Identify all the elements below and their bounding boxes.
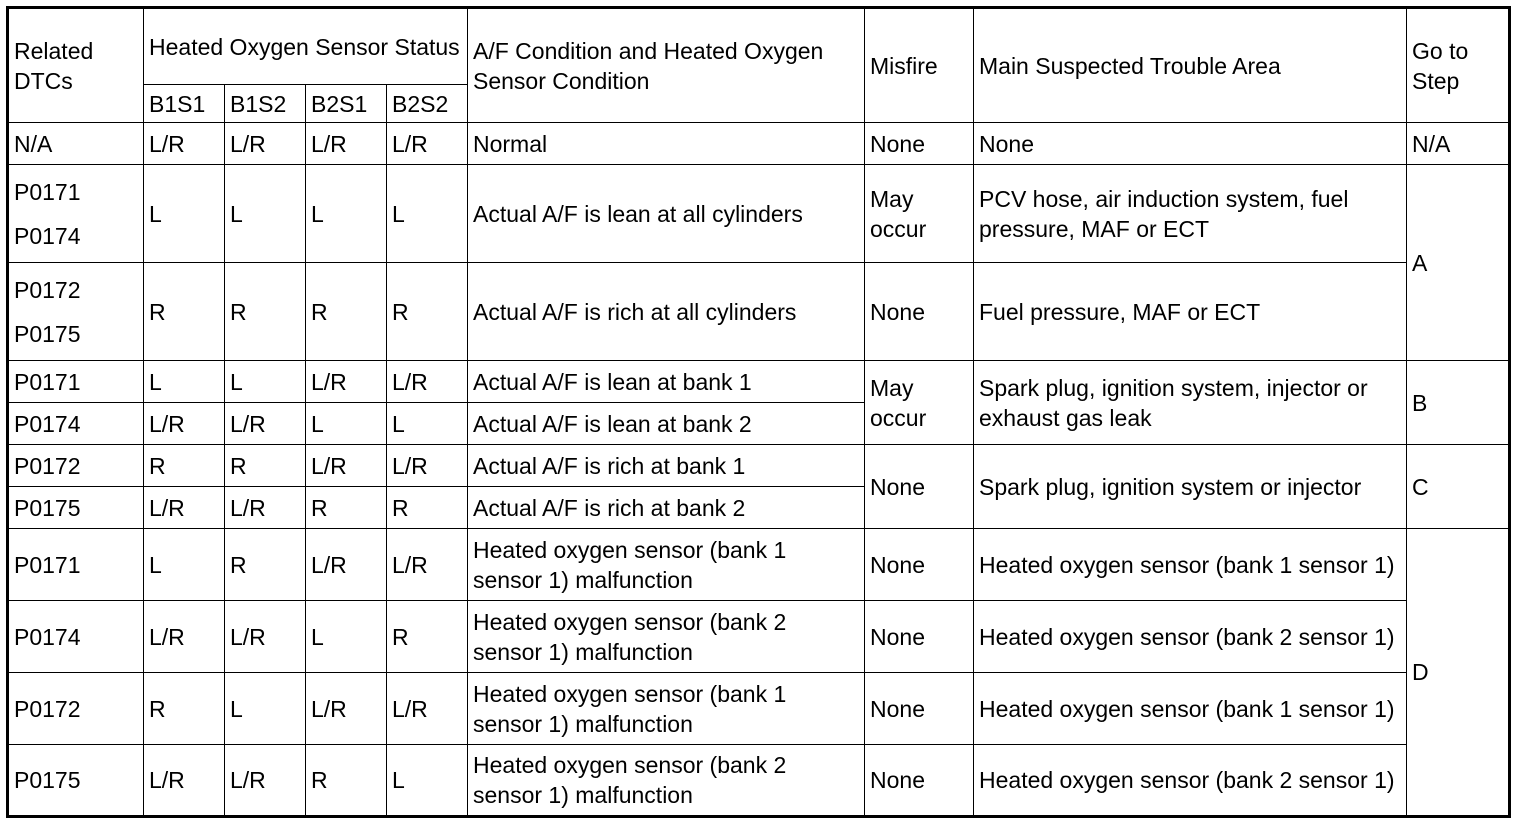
cell-b2s2: L/R <box>387 445 468 487</box>
cell-b1s1: R <box>144 263 225 361</box>
cell-b1s1: L/R <box>144 601 225 673</box>
cell-b1s1: R <box>144 445 225 487</box>
table-row <box>8 165 1510 263</box>
header-b2s1: B2S1 <box>306 85 387 123</box>
cell-b2s1: L <box>306 165 387 263</box>
cell-go-to-step: N/A <box>1407 123 1510 165</box>
cell-b2s2: R <box>387 487 468 529</box>
cell-misfire: None <box>865 263 974 361</box>
cell-b1s2: L <box>225 361 306 403</box>
cell-b1s2: L/R <box>225 123 306 165</box>
cell-b1s2: L <box>225 165 306 263</box>
header-sensor-status: Heated Oxygen Sensor Status <box>144 8 468 85</box>
cell-b2s2: L <box>387 165 468 263</box>
table-row <box>8 123 1510 165</box>
cell-dtc <box>8 263 144 361</box>
cell-b1s1: L <box>144 361 225 403</box>
cell-dtc: N/A <box>8 123 144 165</box>
cell-b2s2: L/R <box>387 529 468 601</box>
dtc-code: P0175 <box>14 320 81 347</box>
cell-b2s1: R <box>306 745 387 817</box>
cell-dtc: P0174 <box>8 403 144 445</box>
cell-b2s1: L/R <box>306 361 387 403</box>
cell-af-condition: Actual A/F is rich at all cylinders <box>468 263 865 361</box>
cell-b1s1: R <box>144 673 225 745</box>
cell-dtc <box>8 165 144 263</box>
cell-b1s2: L/R <box>225 487 306 529</box>
cell-b2s1: L/R <box>306 529 387 601</box>
header-b2s2: B2S2 <box>387 85 468 123</box>
cell-b2s1: L/R <box>306 123 387 165</box>
cell-b2s2: L/R <box>387 673 468 745</box>
cell-af-condition: Heated oxygen sensor (bank 1 sensor 1) malfunction <box>468 529 865 601</box>
cell-trouble-area: Spark plug, ignition system or injector <box>974 445 1407 529</box>
dtc-code: P0172 <box>14 276 81 303</box>
cell-b2s2: L/R <box>387 361 468 403</box>
cell-b1s1: L <box>144 165 225 263</box>
cell-misfire: None <box>865 745 974 817</box>
cell-misfire: None <box>865 673 974 745</box>
cell-af-condition: Actual A/F is lean at all cylinders <box>468 165 865 263</box>
cell-b2s1: L <box>306 403 387 445</box>
table-row <box>8 601 1510 673</box>
header-trouble-area: Main Suspected Trouble Area <box>974 8 1407 123</box>
cell-misfire: None <box>865 529 974 601</box>
cell-misfire: None <box>865 445 974 529</box>
cell-trouble-area: Fuel pressure, MAF or ECT <box>974 263 1407 361</box>
table-row <box>8 673 1510 745</box>
cell-b1s2: L/R <box>225 403 306 445</box>
cell-b2s2: R <box>387 601 468 673</box>
cell-b2s2: R <box>387 263 468 361</box>
cell-trouble-area: Spark plug, ignition system, injector or exhaust gas leak <box>974 361 1407 445</box>
cell-b1s2: L <box>225 673 306 745</box>
cell-b1s1: L/R <box>144 123 225 165</box>
cell-dtc: P0171 <box>8 529 144 601</box>
cell-dtc: P0175 <box>8 745 144 817</box>
table-row <box>8 361 1510 403</box>
cell-misfire: None <box>865 123 974 165</box>
cell-go-to-step: A <box>1407 165 1510 361</box>
cell-af-condition: Actual A/F is lean at bank 2 <box>468 403 865 445</box>
table-row <box>8 745 1510 817</box>
cell-trouble-area: Heated oxygen sensor (bank 1 sensor 1) <box>974 529 1407 601</box>
header-row-1 <box>8 8 1510 85</box>
header-b1s2: B1S2 <box>225 85 306 123</box>
cell-dtc: P0172 <box>8 445 144 487</box>
table-row <box>8 445 1510 487</box>
cell-b2s1: L <box>306 601 387 673</box>
cell-b1s2: R <box>225 263 306 361</box>
cell-dtc: P0171 <box>8 361 144 403</box>
cell-trouble-area: PCV hose, air induction system, fuel pressure, MAF or ECT <box>974 165 1407 263</box>
cell-b2s1: R <box>306 263 387 361</box>
cell-dtc: P0172 <box>8 673 144 745</box>
header-af-condition: A/F Condition and Heated Oxygen Sensor Condition <box>468 8 865 123</box>
cell-b2s2: L <box>387 403 468 445</box>
header-misfire: Misfire <box>865 8 974 123</box>
cell-b2s2: L/R <box>387 123 468 165</box>
header-related-dtcs: Related DTCs <box>8 8 144 123</box>
cell-b1s2: R <box>225 529 306 601</box>
cell-af-condition: Heated oxygen sensor (bank 2 sensor 1) malfunction <box>468 601 865 673</box>
cell-b1s1: L/R <box>144 403 225 445</box>
cell-b2s1: L/R <box>306 673 387 745</box>
cell-b2s1: L/R <box>306 445 387 487</box>
cell-go-to-step: C <box>1407 445 1510 529</box>
table-row <box>8 529 1510 601</box>
dtc-diagnosis-table <box>6 6 1511 818</box>
cell-b1s2: L/R <box>225 745 306 817</box>
cell-trouble-area: None <box>974 123 1407 165</box>
cell-af-condition: Normal <box>468 123 865 165</box>
cell-misfire: None <box>865 601 974 673</box>
cell-go-to-step: D <box>1407 529 1510 817</box>
cell-trouble-area: Heated oxygen sensor (bank 1 sensor 1) <box>974 673 1407 745</box>
table-row <box>8 263 1510 361</box>
cell-dtc: P0174 <box>8 601 144 673</box>
cell-b1s1: L/R <box>144 745 225 817</box>
cell-af-condition: Actual A/F is rich at bank 1 <box>468 445 865 487</box>
cell-dtc: P0175 <box>8 487 144 529</box>
cell-af-condition: Actual A/F is lean at bank 1 <box>468 361 865 403</box>
cell-go-to-step: B <box>1407 361 1510 445</box>
header-go-to-step: Go to Step <box>1407 8 1510 123</box>
cell-af-condition: Heated oxygen sensor (bank 2 sensor 1) malfunction <box>468 745 865 817</box>
dtc-code: P0171 <box>14 178 81 205</box>
cell-misfire: May occur <box>865 165 974 263</box>
cell-misfire: May occur <box>865 361 974 445</box>
cell-af-condition: Actual A/F is rich at bank 2 <box>468 487 865 529</box>
cell-b1s1: L/R <box>144 487 225 529</box>
dtc-code: P0174 <box>14 222 81 249</box>
cell-b1s2: L/R <box>225 601 306 673</box>
cell-trouble-area: Heated oxygen sensor (bank 2 sensor 1) <box>974 601 1407 673</box>
cell-af-condition: Heated oxygen sensor (bank 1 sensor 1) malfunction <box>468 673 865 745</box>
cell-b2s2: L <box>387 745 468 817</box>
cell-b1s2: R <box>225 445 306 487</box>
cell-b2s1: R <box>306 487 387 529</box>
cell-b1s1: L <box>144 529 225 601</box>
cell-trouble-area: Heated oxygen sensor (bank 2 sensor 1) <box>974 745 1407 817</box>
header-b1s1: B1S1 <box>144 85 225 123</box>
